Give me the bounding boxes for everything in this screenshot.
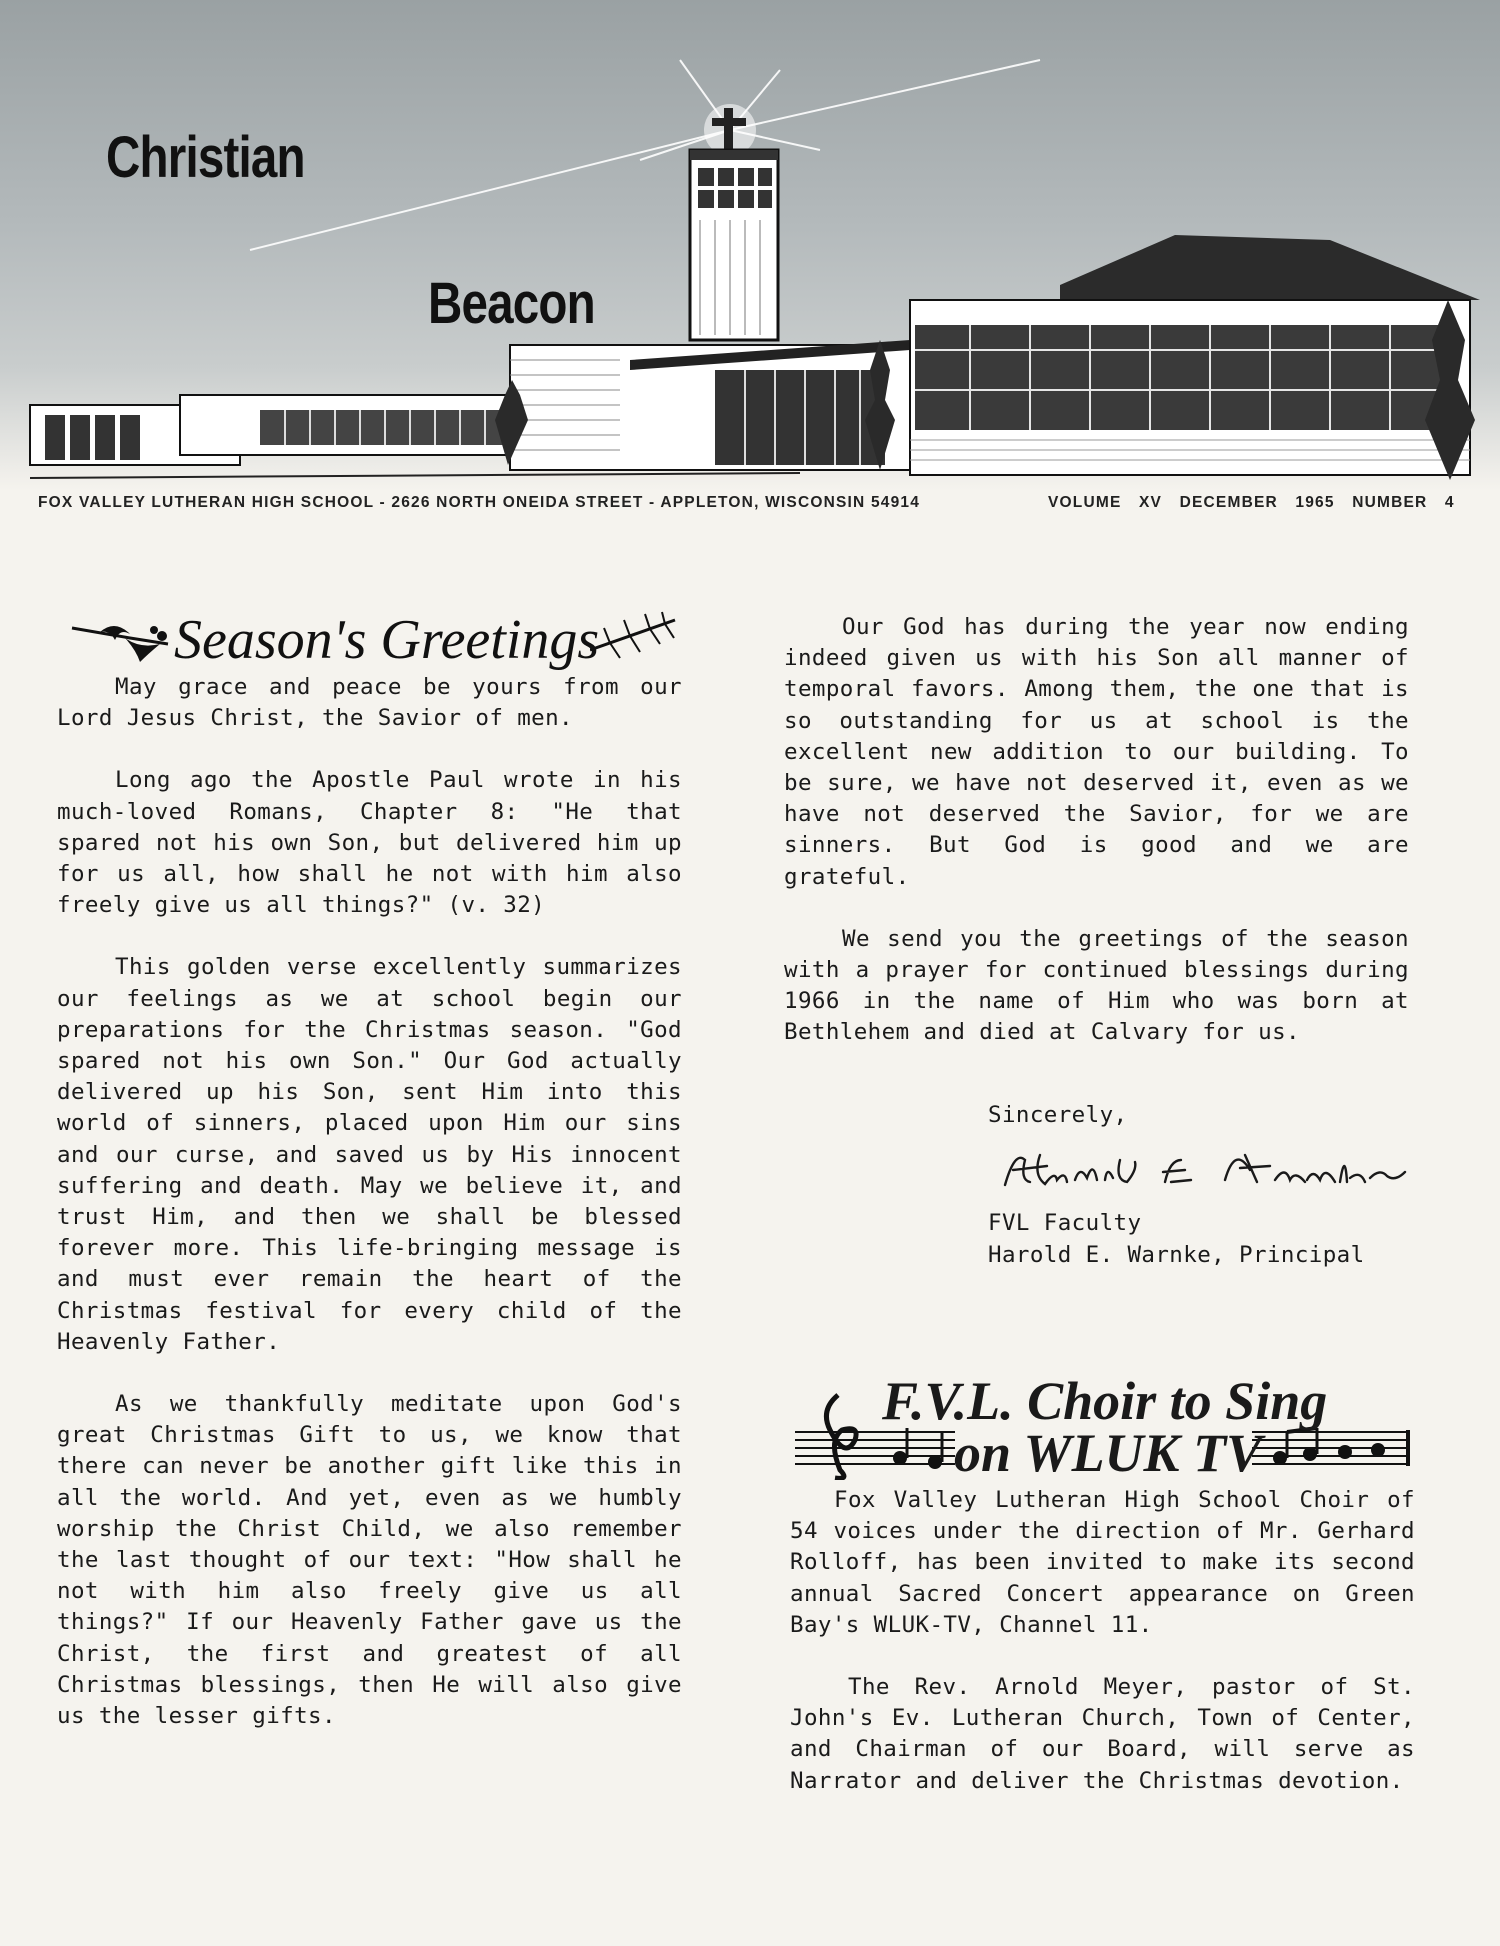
greetings-paragraph-6: We send you the greetings of the season with a prayer for continued blessings during 1966 in the name of Him who was born at Bethlehem and died at Calvary for us. <box>784 925 1409 1046</box>
greetings-title: Season's Greetings <box>174 609 600 671</box>
choir-title-line-2: on WLUK TV <box>954 1423 1263 1483</box>
greetings-paragraph-3: This golden verse excellently summarizes our feelings as we at school begin our preparations for the Christmas season. "God spared not his own Son." Our God actually delivered up his Son, sent Him into this world of sinners, placed upon Him our sins and our curse, and saved us by His innocent suffering and death. May we believe it, and trust Him, and then we shall be blessed forever more. This life-bringing message is and must ever remain the heart of the Christmas festival for every child of the Heavenly Father. <box>57 954 682 1355</box>
greetings-paragraph-5: Our God has during the year now ending indeed given us with his Son all manner of temporal favors. Among them, the one that is so outstanding for us at school is the excellent new addition to our building. To be sure, we have not deserved it, even as we have not deserved the Savior, for we are sinners. But God is good and we are grateful. <box>784 614 1409 890</box>
school-address: FOX VALLEY LUTHERAN HIGH SCHOOL - 2626 NORTH ONEIDA STREET - APPLETON, WISCONSIN 54914 <box>38 494 921 511</box>
choir-heading <box>790 1370 1410 1485</box>
greetings-paragraph-2: Long ago the Apostle Paul wrote in his much-loved Romans, Chapter 8: "He that spared not his own Son, but delivered him up for us all, how shall he not with him also freely give us all things?" (v. 32) <box>57 767 682 919</box>
issue-info: VOLUME XV DECEMBER 1965 NUMBER 4 <box>1048 494 1455 511</box>
closing: Sincerely, <box>988 1102 1128 1128</box>
greetings-column-left <box>57 672 682 1763</box>
holly-right-icon <box>590 610 680 670</box>
masthead-banner <box>0 0 1500 490</box>
greetings-column-right <box>784 612 1409 1080</box>
choir-paragraph-1: Fox Valley Lutheran High School Choir of 54 voices under the direction of Mr. Gerhard Rolloff, has been invited to make its second annual Sacred Concert appearance on Green Bay's WLUK-TV, Channel 11. <box>790 1487 1415 1638</box>
masthead-christian: Christian <box>106 125 305 190</box>
signer-line-1: FVL Faculty <box>988 1210 1142 1236</box>
greetings-paragraph-4: As we thankfully meditate upon God's great Christmas Gift to us, we know that there can never be another gift like this in all the world. And yet, even as we humbly worship the Christ Child, we also remember the last thought of our text: "How shall he not with him also freely give us all things?" If our Heavenly Father gave us the Christ, the first and greatest of all Christmas blessings, then He will also give us the lesser gifts. <box>57 1391 682 1730</box>
signature-image <box>995 1140 1415 1200</box>
choir-title-line-1: F.V.L. Choir to Sing <box>882 1371 1328 1431</box>
masthead-beacon: Beacon <box>428 271 595 336</box>
choir-paragraph-2: The Rev. Arnold Meyer, pastor of St. John's Ev. Lutheran Church, Town of Center, and Chairman of our Board, will serve as Narrator and deliver the Christmas devotion. <box>790 1674 1415 1794</box>
greetings-paragraph-1: May grace and peace be yours from our Lord Jesus Christ, the Savior of men. <box>57 674 682 732</box>
holly-left-icon <box>70 614 174 674</box>
choir-article <box>790 1485 1415 1828</box>
signer-line-2: Harold E. Warnke, Principal <box>988 1242 1365 1268</box>
masthead-info-line <box>38 494 1470 512</box>
school-building-illustration <box>0 0 1500 490</box>
